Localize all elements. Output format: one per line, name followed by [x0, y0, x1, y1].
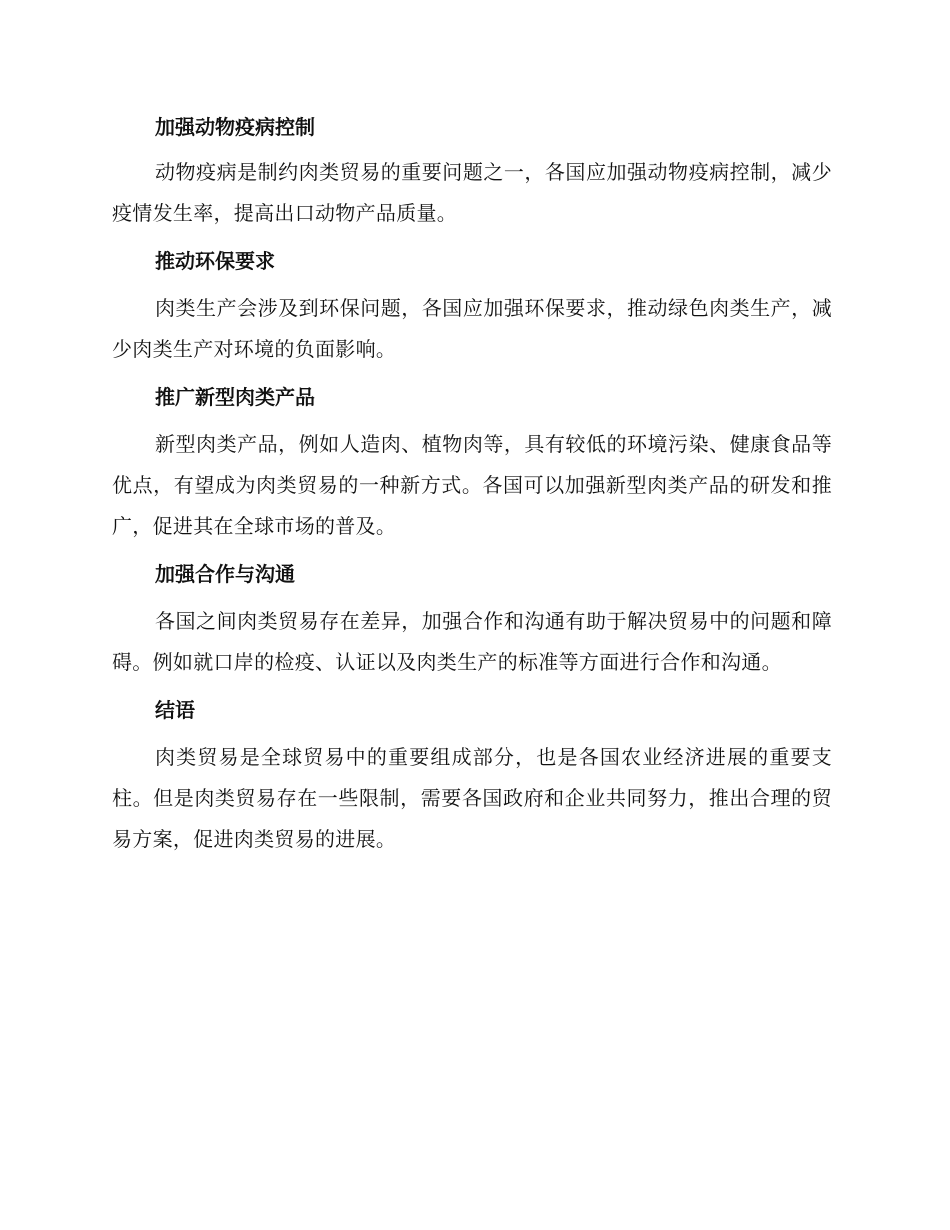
section-heading-conclusion: 结语 [155, 698, 195, 722]
section-paragraph-conclusion: 肉类贸易是全球贸易中的重要组成部分，也是各国农业经济进展的重要支柱。但是肉类贸易存在一些限制，需要各国政府和企业共同努力，推出合理的贸易方案，促进肉类贸易的进展。 [112, 745, 832, 851]
section-paragraph-animal-disease-control: 动物疫病是制约肉类贸易的重要问题之一，各国应加强动物疫病控制，减少疫情发生率，提高出口动物产品质量。 [112, 160, 832, 225]
document-page [112, 112, 832, 860]
section-heading-animal-disease-control: 加强动物疫病控制 [155, 115, 315, 139]
section-paragraph-environmental-requirements: 肉类生产会涉及到环保问题，各国应加强环保要求，推动绿色肉类生产，减少肉类生产对环境的负面影响。 [112, 296, 832, 361]
section-heading-cooperation-communication: 加强合作与沟通 [155, 562, 295, 586]
section-heading-new-meat-products: 推广新型肉类产品 [155, 385, 315, 409]
section-paragraph-cooperation-communication: 各国之间肉类贸易存在差异，加强合作和沟通有助于解决贸易中的问题和障碍。例如就口岸的检疫、认证以及肉类生产的标准等方面进行合作和沟通。 [112, 609, 832, 674]
section-paragraph-new-meat-products: 新型肉类产品，例如人造肉、植物肉等，具有较低的环境污染、健康食品等优点，有望成为肉类贸易的一种新方式。各国可以加强新型肉类产品的研发和推广，促进其在全球市场的普及。 [112, 432, 832, 538]
section-heading-environmental-requirements: 推动环保要求 [155, 249, 275, 273]
